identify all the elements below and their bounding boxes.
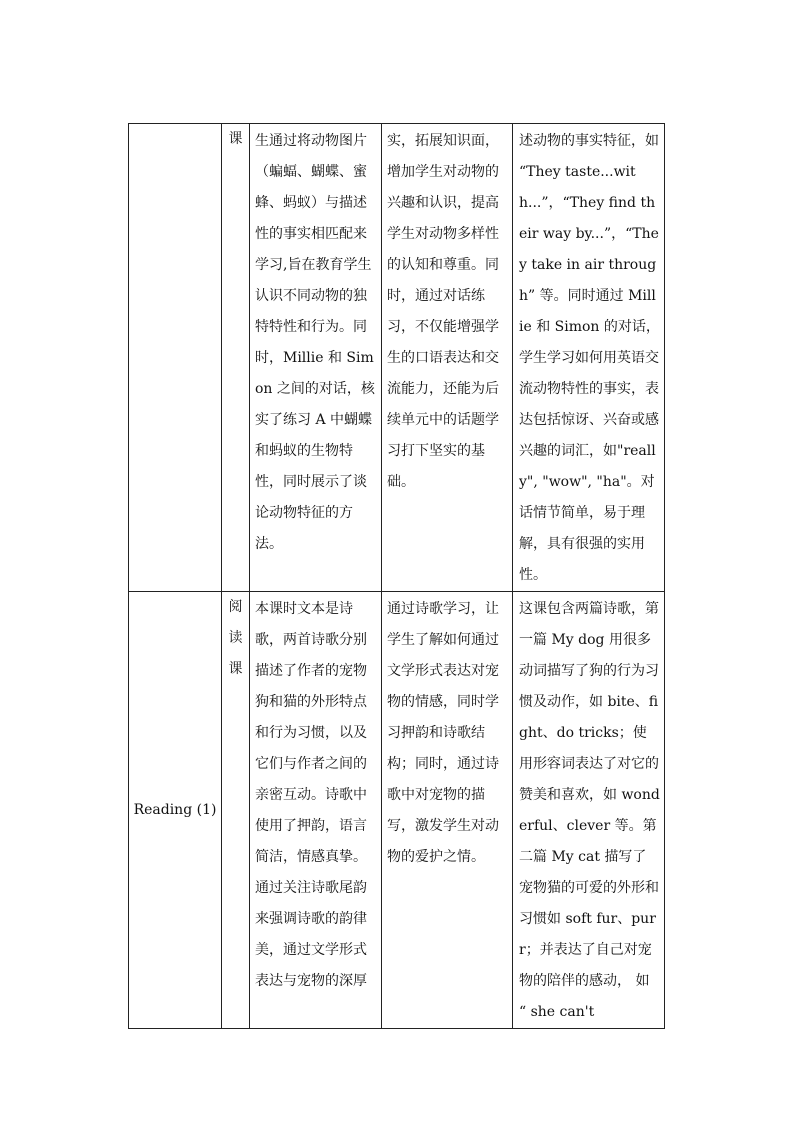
lesson-name-text: Reading (1) [133,801,217,818]
lesson-type-cell [222,124,250,592]
lesson-name-cell [129,592,222,1029]
lesson-notes-text: 述动物的事实特征，如 “They taste...with...”，“They find their way by...”，“They take in air through” 等。同时通过 Millie 和 Simon 的对话，学生学习如何用英语交流动物特性的事实，表达包括惊讶、兴奋或感兴趣的词汇，如"really", "wow", "ha"。对话情节简单，易于理解，具有很强的实用性。 [519,133,660,583]
lesson-content-text: 生通过将动物图片（蝙蝠、蝴蝶、蜜蜂、蚂蚁）与描述性的事实相匹配来学习,旨在教育学生认识不同动物的独特特性和行为。同时，Millie 和 Simon 之间的对话，核实了练习 A 中蝴蝶和蚂蚁的生物特性，同时展示了谈论动物特征的方法。 [255,133,375,552]
lesson-goals-text: 实，拓展知识面，增加学生对动物的兴趣和认识，提高学生对动物多样性的认知和尊重。同时，通过对话练习，不仅能增强学生的口语表达和交流能力，还能为后续单元中的话题学习打下坚实的基础。 [387,133,499,490]
lesson-content-text: 本课时文本是诗歌，两首诗歌分别描述了作者的宠物狗和猫的外形特点和行为习惯，以及它们与作者之间的亲密互动。诗歌中使用了押韵，语言简洁，情感真挚。通过关注诗歌尾韵来强调诗歌的韵律美，通过文学形式表达与宠物的深厚 [255,601,367,989]
lesson-notes-cell [513,124,665,592]
lesson-type-char: 课 [228,131,243,147]
lesson-type-char: 阅 [228,599,243,615]
table-row [129,592,665,1029]
lesson-name-cell [129,124,222,592]
lesson-content-cell [250,592,382,1029]
lesson-content-cell [250,124,382,592]
lesson-notes-cell [513,592,665,1029]
lesson-goals-cell [382,124,513,592]
lesson-plan-table [128,123,665,1029]
lesson-type-char: 读 [228,630,243,646]
lesson-type-cell [222,592,250,1029]
table-row [129,124,665,592]
lesson-goals-text: 通过诗歌学习，让学生了解如何通过文学形式表达对宠物的情感，同时学习押韵和诗歌结构；同时，通过诗歌中对宠物的描写，激发学生对动物的爱护之情。 [387,601,499,865]
lesson-type-char: 课 [228,661,243,677]
lesson-goals-cell [382,592,513,1029]
lesson-notes-text: 这课包含两篇诗歌，第一篇 My dog 用很多动词描写了狗的行为习惯及动作，如 bite、fight、do tricks；使用形容词表达了对它的赞美和喜欢，如 wonderful、clever 等。第二篇 My cat 描写了宠物猫的可爱的外形和习惯如 soft fur、purr；并表达了自己对宠物的陪伴的感动， 如 “ she can't [519,601,660,1020]
